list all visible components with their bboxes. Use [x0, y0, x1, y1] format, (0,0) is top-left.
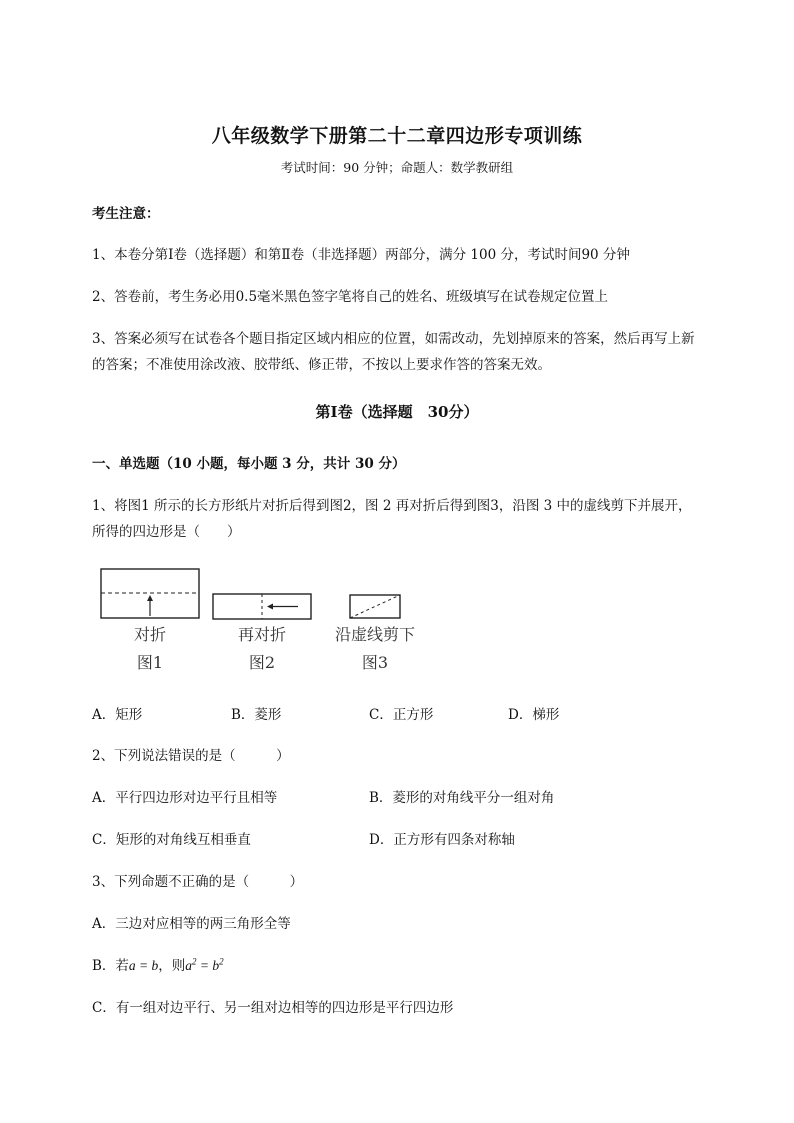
option-b-equals: =	[196, 958, 213, 973]
question-1-option-d: D．梯形	[508, 707, 560, 723]
notice-heading: 考生注意：	[92, 206, 160, 222]
notice-item: 3、答案必须写在试卷各个题目指定区域内相应的位置，如需改动，先划掉原来的答案，然后再写上新	[92, 331, 695, 347]
question-2-option-b: B．菱形的对角线平分一组对角	[369, 790, 555, 806]
figure-2-rectangle	[213, 594, 311, 619]
question-3-stem: 3、下列命题不正确的是（ ）	[92, 874, 304, 890]
question-1-stem: 1、将图1 所示的长方形纸片对折后得到图2，图 2 再对折后得到图3，沿图 3 中的虚线剪下并展开，	[92, 498, 692, 514]
option-b-base-a: a	[185, 958, 193, 973]
question-1-option-c: C．正方形	[369, 707, 434, 723]
option-b-exponent-b: 2	[219, 956, 224, 967]
figure-2-label: 图2	[248, 653, 276, 672]
question-3-option-a: A．三边对应相等的两三角形全等	[92, 916, 291, 932]
figure-3-label: 图3	[361, 653, 389, 672]
question-2-option-a: A．平行四边形对边平行且相等	[92, 790, 278, 806]
figure-1-action: 对折	[133, 625, 166, 644]
part-title: 一、单选题（10 小题，每小题 3 分，共计 30 分）	[92, 456, 406, 472]
question-1-option-a: A．矩形	[92, 707, 143, 723]
option-b-prefix: B．若	[92, 958, 129, 974]
figure-1-label: 图1	[136, 653, 164, 672]
question-1-option-b: B．菱形	[231, 707, 282, 723]
option-b-exponent-a: 2	[192, 956, 197, 967]
question-2-option-c: C．矩形的对角线互相垂直	[92, 832, 251, 848]
option-b-then: ，则	[158, 958, 186, 974]
figure-3-rectangle	[350, 595, 400, 618]
option-b-base-b: b	[212, 958, 220, 973]
notice-item: 2、答卷前，考生务必用0.5毫米黑色签字笔将自己的姓名、班级填写在试卷规定位置上	[92, 289, 609, 305]
question-1-stem-continued: 所得的四边形是（ ）	[92, 524, 241, 540]
notice-item: 1、本卷分第Ⅰ卷（选择题）和第Ⅱ卷（非选择题）两部分，满分 100 分，考试时间90 分钟	[92, 247, 630, 263]
question-2-option-d: D．正方形有四条对称轴	[369, 832, 515, 848]
question-2-stem: 2、下列说法错误的是（ ）	[92, 748, 290, 764]
section-title: 第Ⅰ卷（选择题 30分）	[315, 403, 479, 421]
question-3-option-b	[92, 954, 224, 974]
figure-2-action: 再对折	[237, 625, 286, 644]
figure-1-rectangle	[101, 569, 199, 618]
notice-item-continued: 的答案；不准使用涂改液、胶带纸、修正带，不按以上要求作答的答案无效。	[92, 357, 551, 373]
figure-3-action: 沿虚线剪下	[334, 625, 415, 644]
page-title: 八年级数学下册第二十二章四边形专项训练	[211, 125, 583, 147]
exam-info: 考试时间：90 分钟；命题人：数学教研组	[280, 160, 514, 175]
option-b-condition: a = b	[128, 958, 159, 973]
question-3-option-c: C．有一组对边平行、另一组对边相等的四边形是平行四边形	[92, 1000, 454, 1016]
